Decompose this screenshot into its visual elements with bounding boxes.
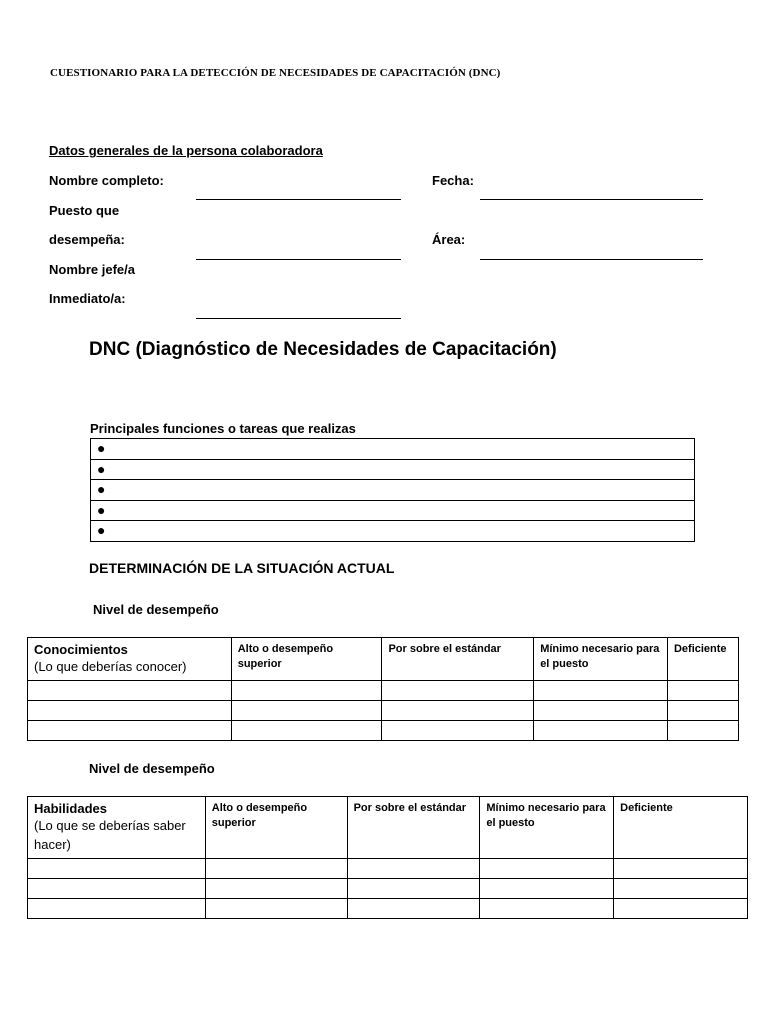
- table-cell[interactable]: [28, 879, 206, 899]
- functions-heading: Principales funciones o tareas que realizas: [90, 421, 356, 436]
- table-cell[interactable]: [28, 721, 232, 741]
- bullet-icon: ●: [97, 460, 106, 477]
- document-title: CUESTIONARIO PARA LA DETECCIÓN DE NECESIDADES DE CAPACITACIÓN (DNC): [50, 67, 501, 79]
- puesto-label-line1: Puesto que: [49, 203, 120, 218]
- nombre-label: Nombre completo:: [49, 173, 164, 188]
- functions-cell[interactable]: [91, 500, 695, 521]
- table-cell[interactable]: [614, 879, 748, 899]
- table-cell[interactable]: [534, 701, 668, 721]
- col-header-deficiente: Deficiente: [614, 797, 748, 859]
- functions-row: [91, 500, 695, 521]
- functions-cell[interactable]: [91, 459, 695, 480]
- skills-header: [28, 797, 206, 859]
- table-cell[interactable]: [205, 899, 347, 919]
- functions-row: [91, 480, 695, 501]
- table-cell[interactable]: [534, 681, 668, 701]
- skills-level-label: Nivel de desempeño: [89, 761, 215, 776]
- bullet-icon: ●: [97, 522, 106, 538]
- table-cell[interactable]: [667, 721, 738, 741]
- table-cell[interactable]: [231, 721, 382, 741]
- col-header-minimo: Mínimo necesario para el puesto: [480, 797, 614, 859]
- table-cell[interactable]: [382, 681, 534, 701]
- skills-header-row: [28, 797, 748, 859]
- table-cell[interactable]: [205, 879, 347, 899]
- jefe-field[interactable]: [196, 318, 401, 319]
- table-cell[interactable]: [28, 859, 206, 879]
- table-cell[interactable]: [614, 859, 748, 879]
- knowledge-level-label: Nivel de desempeño: [93, 602, 219, 617]
- knowledge-header-row: [28, 638, 739, 681]
- table-cell[interactable]: [667, 681, 738, 701]
- table-cell[interactable]: [480, 879, 614, 899]
- table-cell[interactable]: [480, 859, 614, 879]
- jefe-label-line1: Nombre jefe/a: [49, 262, 135, 277]
- table-row: [28, 721, 739, 741]
- general-data-heading: Datos generales de la persona colaboradora: [49, 143, 323, 158]
- table-cell[interactable]: [347, 879, 480, 899]
- area-field[interactable]: [480, 259, 703, 260]
- functions-table: [90, 438, 695, 542]
- table-cell[interactable]: [231, 681, 382, 701]
- col-header-minimo: Mínimo necesario para el puesto: [534, 638, 668, 681]
- table-row: [28, 899, 748, 919]
- table-cell[interactable]: [480, 899, 614, 919]
- fecha-label: Fecha:: [432, 173, 474, 188]
- col-header-alto: Alto o desempeño superior: [205, 797, 347, 859]
- table-row: [28, 701, 739, 721]
- col-header-alto: Alto o desempeño superior: [231, 638, 382, 681]
- functions-row: [91, 521, 695, 542]
- table-cell[interactable]: [382, 701, 534, 721]
- table-row: [28, 681, 739, 701]
- puesto-field[interactable]: [196, 259, 401, 260]
- table-row: [28, 879, 748, 899]
- knowledge-table: [27, 637, 739, 741]
- table-cell[interactable]: [534, 721, 668, 741]
- functions-cell[interactable]: [91, 521, 695, 542]
- skills-note: (Lo que se deberías saber hacer): [34, 818, 186, 852]
- table-cell[interactable]: [28, 899, 206, 919]
- knowledge-note: (Lo que deberías conocer): [34, 659, 187, 674]
- skills-title: Habilidades: [34, 801, 107, 816]
- bullet-icon: ●: [97, 440, 106, 456]
- table-cell[interactable]: [205, 859, 347, 879]
- table-cell[interactable]: [231, 701, 382, 721]
- table-cell[interactable]: [382, 721, 534, 741]
- skills-table: [27, 796, 748, 919]
- bullet-icon: ●: [97, 481, 106, 497]
- functions-cell[interactable]: [91, 480, 695, 501]
- knowledge-header: [28, 638, 232, 681]
- functions-row: [91, 459, 695, 480]
- fecha-field[interactable]: [480, 199, 703, 200]
- table-cell[interactable]: [28, 681, 232, 701]
- table-row: [28, 859, 748, 879]
- bullet-icon: ●: [97, 501, 106, 518]
- functions-cell[interactable]: [91, 439, 695, 460]
- table-cell[interactable]: [614, 899, 748, 919]
- table-cell[interactable]: [667, 701, 738, 721]
- table-cell[interactable]: [347, 899, 480, 919]
- col-header-sobre: Por sobre el estándar: [347, 797, 480, 859]
- table-cell[interactable]: [347, 859, 480, 879]
- puesto-label-line2: desempeña:: [49, 232, 125, 247]
- nombre-field[interactable]: [196, 199, 401, 200]
- knowledge-title: Conocimientos: [34, 642, 128, 657]
- functions-row: [91, 439, 695, 460]
- current-situation-heading: DETERMINACIÓN DE LA SITUACIÓN ACTUAL: [89, 560, 395, 576]
- table-cell[interactable]: [28, 701, 232, 721]
- jefe-label-line2: Inmediato/a:: [49, 291, 126, 306]
- col-header-deficiente: Deficiente: [667, 638, 738, 681]
- area-label: Área:: [432, 232, 466, 247]
- dnc-heading: DNC (Diagnóstico de Necesidades de Capacitación): [89, 339, 557, 360]
- col-header-sobre: Por sobre el estándar: [382, 638, 534, 681]
